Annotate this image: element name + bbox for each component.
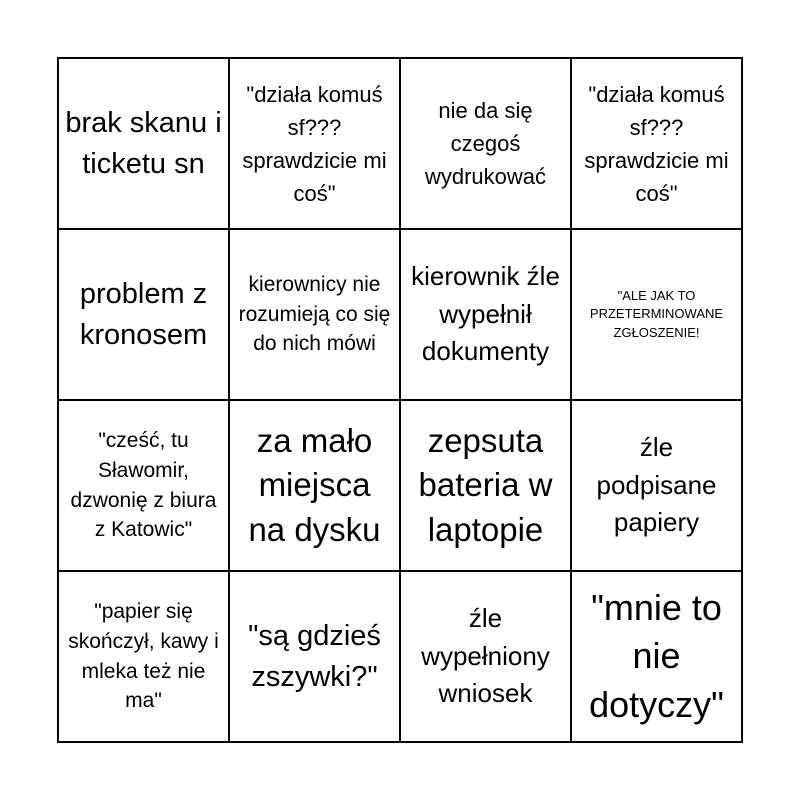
- bingo-cell-14[interactable]: [229, 571, 400, 742]
- bingo-board: [57, 57, 743, 743]
- bingo-cell-8[interactable]: [571, 229, 742, 400]
- bingo-cell-text: "mnie to nie dotyczy": [589, 586, 724, 725]
- bingo-cell-text: zepsuta bateria w laptopie: [418, 421, 553, 548]
- bingo-cell-2[interactable]: [229, 58, 400, 229]
- bingo-cell-text: źle wypełniony wniosek: [421, 602, 550, 709]
- bingo-cell-7[interactable]: [400, 229, 571, 400]
- bingo-cell-text: "papier się skończył, kawy i mleka też nie ma": [68, 599, 219, 713]
- bingo-cell-text: kierownicy nie rozumieją co się do nich mówi: [238, 272, 391, 356]
- bingo-cell-16[interactable]: [571, 571, 742, 742]
- bingo-cell-text: "cześć, tu Sławomir, dzwonię z biura z Katowic": [70, 428, 217, 542]
- bingo-cell-11[interactable]: [400, 400, 571, 571]
- bingo-cell-text: za mało miejsca na dysku: [248, 421, 381, 548]
- bingo-cell-4[interactable]: [571, 58, 742, 229]
- bingo-cell-1[interactable]: [58, 58, 229, 229]
- bingo-cell-text: "działa komuś sf??? sprawdzicie mi coś": [584, 81, 729, 206]
- bingo-cell-text: problem z kronosem: [79, 278, 208, 351]
- bingo-cell-15[interactable]: [400, 571, 571, 742]
- bingo-cell-5[interactable]: [58, 229, 229, 400]
- bingo-cell-9[interactable]: [58, 400, 229, 571]
- bingo-cell-text: "są gdzieś zszywki?": [248, 620, 381, 693]
- bingo-cell-12[interactable]: [571, 400, 742, 571]
- bingo-cell-text: brak skanu i ticketu sn: [65, 107, 222, 180]
- bingo-cell-3[interactable]: [400, 58, 571, 229]
- bingo-cell-6[interactable]: [229, 229, 400, 400]
- bingo-cell-text: "działa komuś sf??? sprawdzicie mi coś": [242, 81, 387, 206]
- bingo-cell-text: nie da się czegoś wydrukować: [424, 98, 547, 189]
- bingo-cell-text: kierownik źle wypełnił dokumenty: [411, 260, 560, 367]
- bingo-cell-13[interactable]: [58, 571, 229, 742]
- bingo-cell-10[interactable]: [229, 400, 400, 571]
- bingo-cell-text: źle podpisane papiery: [596, 431, 717, 538]
- bingo-cell-text: "ALE JAK TO PRZETERMINOWANE ZGŁOSZENIE!: [589, 288, 724, 340]
